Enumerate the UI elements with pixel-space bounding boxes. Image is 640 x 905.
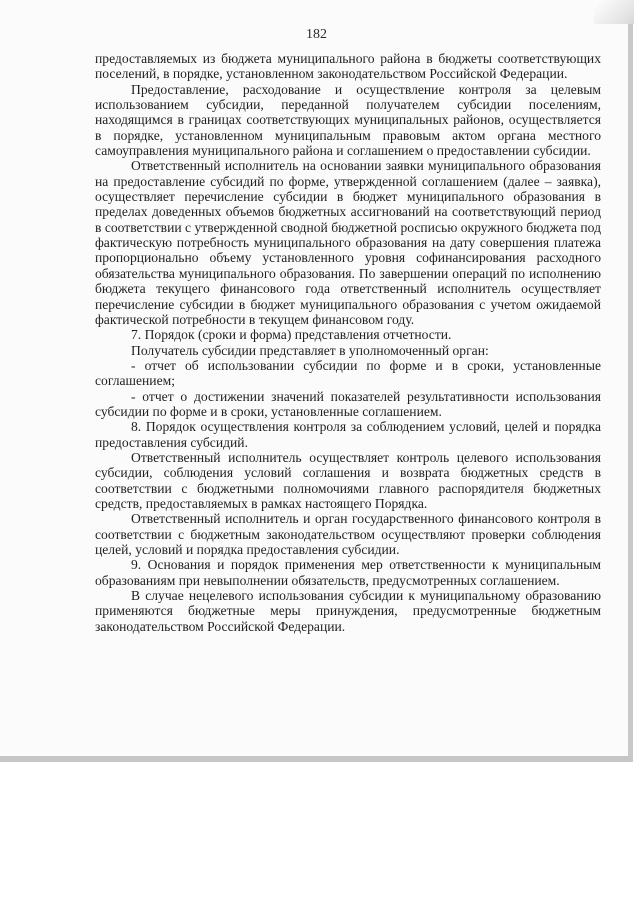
list-item-results-report: - отчет о достижении значений показателей результативности использования субсидии по форме и в сроки, установленные соглашением. — [95, 388, 601, 419]
section-8-heading: 8. Порядок осуществления контроля за соблюдением условий, целей и порядка предоставления субсидий. — [95, 419, 601, 450]
paragraph-misuse-measures: В случае нецелевого использования субсидии к муниципальному образованию применяются бюджетные меры принуждения, предусмотренные бюджетным законодательством Российской Федерации. — [95, 588, 601, 634]
paragraph-reporting-intro: Получатель субсидии представляет в уполномоченный орган: — [131, 342, 489, 358]
paragraph-continuation: предоставляемых из бюджета муниципального района в бюджеты соответствующих поселений, в порядке, установленном законодательством Российской Федерации. — [95, 51, 601, 82]
page-number: 182 — [306, 27, 327, 42]
scan-corner-shadow — [594, 0, 634, 24]
paragraph-control-procedure: Предоставление, расходование и осуществление контроля за целевым использованием субсидии, переданной получателем субсидии поселениям, находящимся в границах соответствующих муниципальных районов, осуществляется в порядке, установленном муниципальным правовым актом органа местного самоуправления муниципального района и соглашением о предоставлении субсидии. — [95, 81, 601, 159]
section-9-heading: 9. Основания и порядок применения мер ответственности к муниципальным образованиям при невыполнении обязательств, предусмотренных соглашением. — [95, 557, 601, 588]
section-7-heading: 7. Порядок (сроки и форма) представления отчетности. — [131, 327, 452, 343]
list-item-usage-report: - отчет об использовании субсидии по форме и в сроки, установленные соглашением; — [95, 357, 601, 389]
paragraph-control-executor: Ответственный исполнитель осуществляет контроль целевого использования субсидии, соблюдения условий соглашения и возврата бюджетных средств в соответствии с бюджетными полномочиями главного распорядителя бюджетных средств, предоставляемых в рамках настоящего Порядка. — [95, 449, 601, 511]
paragraph-transfer-procedure: Ответственный исполнитель на основании заявки муниципального образования на предоставление субсидий по форме, утвержденной соглашением (далее – заявка), осуществляет перечисление субсидии в бюджет муниципального образования в пределах доведенных объемов бюджетных ассигнований на соответствующий период в соответствии с утвержденной сводной бюджетной росписью окружного бюджета под фактическую потребность муниципального образования на дату совершения платежа пропорционально объему установленного уровня софинансирования расходного обязательства муниципального образования. По завершении операций по исполнению бюджета текущего финансового года ответственный исполнитель осуществляет перечисление субсидии в бюджет муниципального образования с учетом ожидаемой фактической потребности в текущем финансовом году. — [95, 158, 601, 327]
paragraph-financial-control: Ответственный исполнитель и орган государственного финансового контроля в соответствии с бюджетным законодательством осуществляют проверки соблюдения целей, условий и порядка предоставления субсидии. — [95, 511, 601, 557]
document-body — [95, 51, 601, 634]
